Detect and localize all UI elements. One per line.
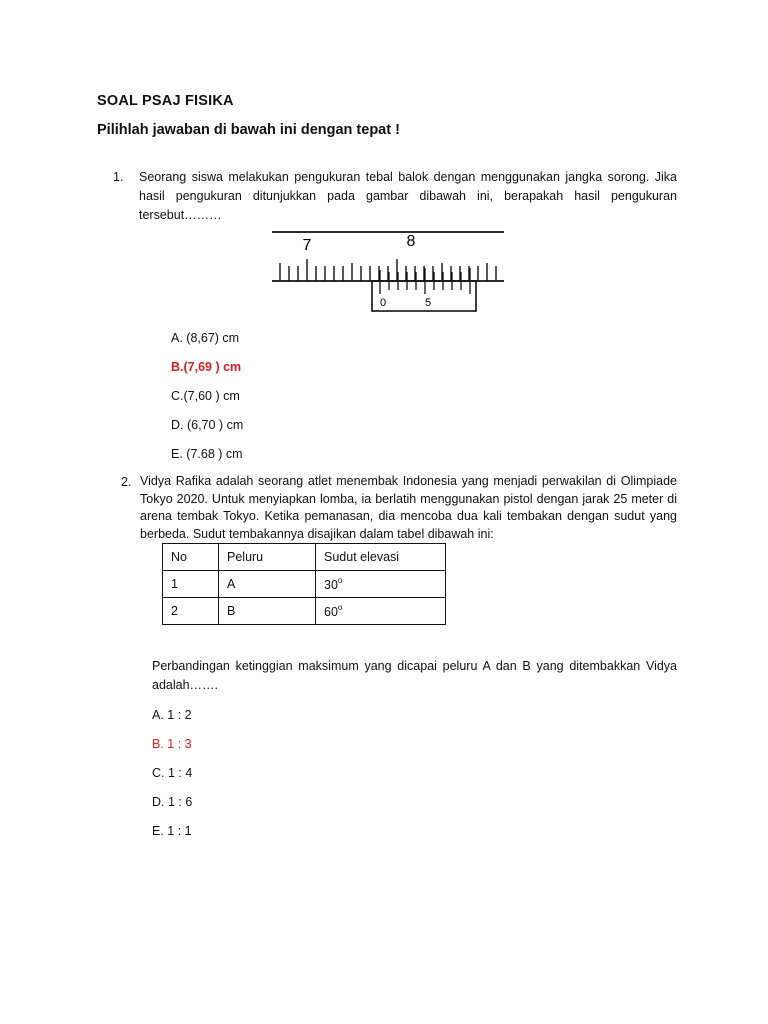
question-1-text: Seorang siswa melakukan pengukuran tebal balok dengan menggunakan jangka sorong. Jika hasil pengukuran ditunjukkan pada gambar dibawah ini, berapakah hasil pengukuran tersebut……… — [139, 170, 677, 222]
q2-option-d[interactable]: D. 1 : 6 — [152, 795, 193, 809]
main-scale-ticks — [280, 259, 496, 281]
table-header-row — [163, 544, 446, 571]
question-1-number: 1. — [113, 170, 124, 184]
instruction-heading: Pilihlah jawaban di bawah ini dengan tepat ! — [97, 122, 400, 138]
degree-mark: o — [337, 603, 343, 612]
main-scale-label-7: 7 — [302, 237, 312, 254]
table-cell: A — [219, 571, 316, 598]
table-cell — [316, 571, 446, 598]
q1-option-d[interactable]: D. (6,70 ) cm — [171, 418, 244, 432]
table-row — [163, 598, 446, 625]
question-2-followup: Perbandingan ketinggian maksimum yang dicapai peluru A dan B yang ditembakkan Vidya adalah……. — [152, 659, 677, 692]
page-title: SOAL PSAJ FISIKA — [97, 93, 234, 109]
q2-option-b[interactable]: B. 1 : 3 — [152, 737, 192, 751]
vernier-label-5: 5 — [424, 297, 432, 309]
degree-mark: o — [337, 576, 343, 585]
q2-option-a[interactable]: A. 1 : 2 — [152, 708, 192, 722]
table-header-cell: Peluru — [219, 544, 316, 571]
table-cell: B — [219, 598, 316, 625]
question-2-text: Vidya Rafika adalah seorang atlet menembak Indonesia yang menjadi perwakilan di Olimpiade Tokyo 2020. Untuk menyiapkan lomba, ia berlatih menggunakan pistol dengan jarak 25 meter di arena tembak Tokyo. Ketika pemanasan, dia mencoba dua kali tembakan dengan sudut yang berbeda. Sudut tembakannya disajikan dalam tabel dibawah ini: — [140, 474, 677, 541]
main-scale-label-8: 8 — [406, 233, 416, 250]
angle-value: 30 — [324, 578, 338, 592]
q2-option-e[interactable]: E. 1 : 1 — [152, 824, 192, 838]
angle-value: 60 — [324, 605, 338, 619]
q1-option-e[interactable]: E. (7.68 ) cm — [171, 447, 243, 461]
elevation-table — [162, 543, 446, 625]
q1-option-c[interactable]: C.(7,60 ) cm — [171, 389, 240, 403]
q1-option-b[interactable]: B.(7,69 ) cm — [171, 360, 242, 374]
table-header-cell: Sudut elevasi — [316, 544, 446, 571]
vernier-caliper-figure — [268, 228, 506, 314]
table-cell: 1 — [163, 571, 219, 598]
vernier-label-0: 0 — [379, 297, 387, 309]
q2-option-c[interactable]: C. 1 : 4 — [152, 766, 193, 780]
table-cell — [316, 598, 446, 625]
table-cell: 2 — [163, 598, 219, 625]
question-2-number: 2. — [121, 475, 132, 489]
table-header-cell: No — [163, 544, 219, 571]
q1-option-a[interactable]: A. (8,67) cm — [171, 331, 240, 345]
table-row — [163, 571, 446, 598]
